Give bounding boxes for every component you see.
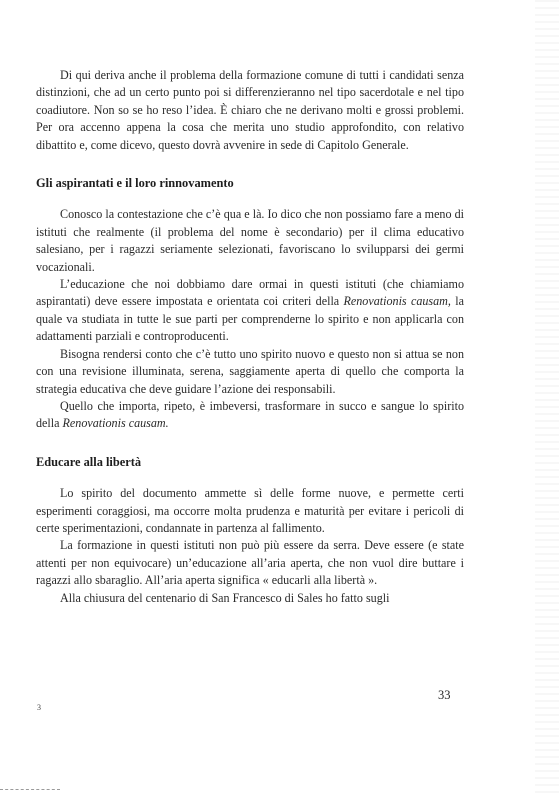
paragraph: Alla chiusura del centenario di San Francesco di Sales ho fatto sugli <box>60 590 390 605</box>
section-heading-liberta: Educare alla libertà <box>36 454 142 469</box>
section-heading-aspirantati: Gli aspirantati e il loro rinnovamento <box>36 176 234 191</box>
document-page <box>36 67 464 607</box>
text-run: Quello che importa, ripeto, è imbeversi, trasformare in succo e sangue lo spirito della <box>36 398 464 431</box>
intro-paragraph: Di qui deriva anche il problema della formazione comune di tutti i candidati senza distinzioni, che ad un certo punto poi si differenzieranno nel tipo sacerdotale e nel tipo coadiutore. Non so se ho reso l’idea. È chiaro che ne derivano molti e grossi problemi. Per ora accenno appena la cosa che merita uno studio approfondito, con relativo dibattito e, come dicevo, questo dovrà avvenire in sede di Capitolo Generale. <box>36 68 464 152</box>
italic-title: Renovationis causam, <box>343 294 451 309</box>
paragraph <box>36 276 464 346</box>
bottom-edge-rule <box>0 789 60 791</box>
paragraph: Conosco la contestazione che c’è qua e là. Io dico che non possiamo fare a meno di istituti che realmente (il problema del nome è secondario) per il clima educativo salesiano, per i ragazzi seriamente selezionati, favoriscano lo svilupparsi dei germi vocazionali. <box>36 207 464 274</box>
text-run: L’educazione che noi dobbiamo dare ormai in questi istituti (che chiamiamo aspirantati) deve essere impostata e orientata coi criteri della <box>36 277 464 309</box>
paragraph: Lo spirito del documento ammette sì delle forme nuove, e permette certi esperimenti coraggiosi, ma occorre molta prudenza e maturità per evitare i pericoli di certe sperimentazioni, condannate in partenza al fallimento. <box>36 486 464 535</box>
paragraph: La formazione in questi istituti non può più essere da serra. Deve essere (e state attenti per non equivocare) un’educazione all’aria aperta, che non vuol dire buttare i ragazzi allo sbaraglio. All’aria aperta significa « educarli alla libertà ». <box>36 538 464 588</box>
signature-mark: 3 <box>37 703 41 712</box>
page-number: 33 <box>438 688 451 702</box>
paragraph: Bisogna rendersi conto che c’è tutto uno spirito nuovo e questo non si attua se non con una revisione illuminata, serena, saggiamente aperta di quello che comporta la strategia educativa che deve guidare l’azione dei responsabili. <box>36 346 464 396</box>
text-run: la quale va studiata in tutte le sue parti per comprenderne lo spirito e non applicarla con adattamenti parziali e controproducenti. <box>36 294 464 344</box>
italic-title: Renovationis causam. <box>62 416 169 431</box>
paragraph <box>36 398 464 433</box>
page-edge-texture <box>535 0 559 794</box>
